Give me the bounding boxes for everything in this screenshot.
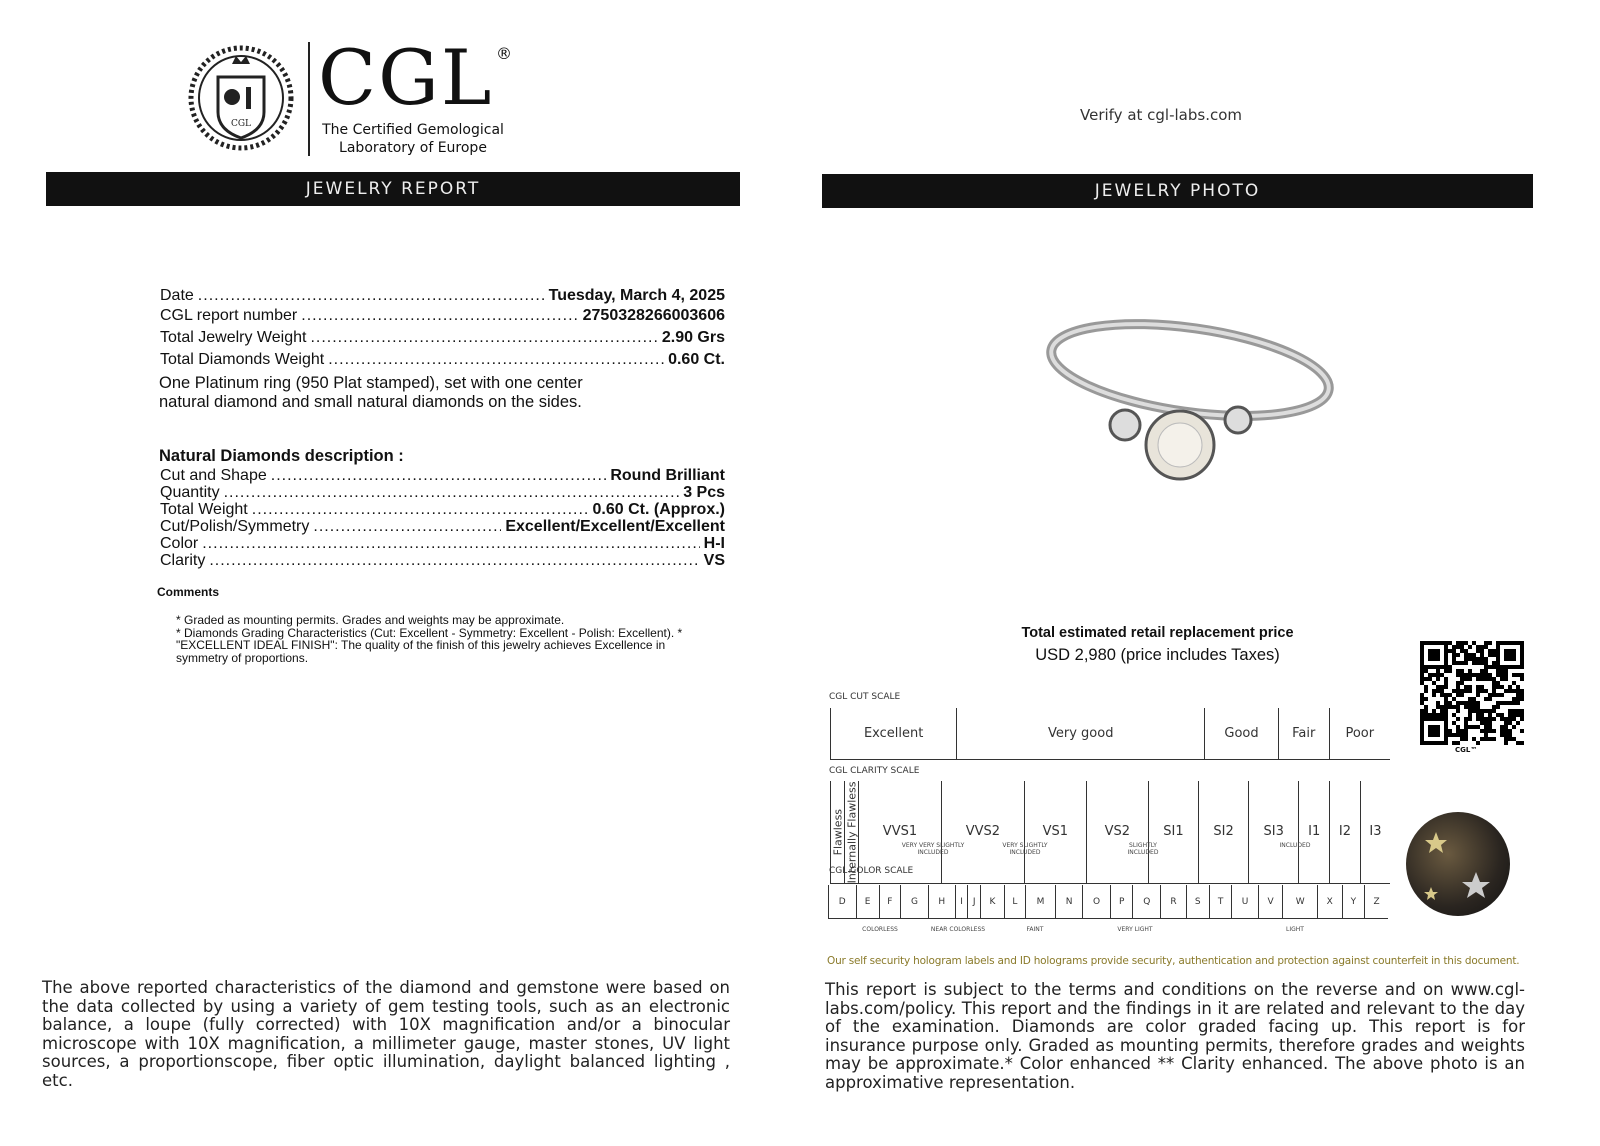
clarity-grade: VS1 xyxy=(1024,781,1086,883)
color-grade: Z xyxy=(1365,885,1388,919)
clarity-grade: SI3 xyxy=(1249,781,1299,883)
svg-text:CGL: CGL xyxy=(230,119,252,129)
jewelry-description xyxy=(159,374,583,412)
field-label: Total Jewelry Weight xyxy=(160,329,307,346)
clarity-group-label: VERY VERY SLIGHTLY INCLUDED xyxy=(901,842,965,856)
clarity-scale xyxy=(830,781,1390,884)
dot-leader xyxy=(202,535,699,553)
cut-grade: Good xyxy=(1205,708,1279,760)
logo-divider xyxy=(308,42,310,156)
registered-mark: ® xyxy=(496,44,512,63)
dot-leader xyxy=(328,351,664,369)
color-grade: Y xyxy=(1342,885,1365,919)
color-grade: H xyxy=(928,885,955,919)
color-grade: T xyxy=(1209,885,1232,919)
description-line: natural diamond and small natural diamonds on the sides. xyxy=(159,393,582,411)
field-row xyxy=(160,287,725,305)
field-label: Color xyxy=(160,535,199,552)
clarity-grade: SI1 xyxy=(1148,781,1198,883)
qr-label: CGL™ xyxy=(1455,746,1478,754)
color-group-label: LIGHT xyxy=(1286,926,1304,933)
color-grade: L xyxy=(1004,885,1025,919)
field-value: 2750328266003606 xyxy=(582,307,725,324)
field-row xyxy=(160,535,725,553)
cut-grade: Very good xyxy=(957,708,1205,760)
methodology-footer: The above reported characteristics of the diamond and gemstone were based on the data collected by using a variety of gem testing tools, such as an electronic balance, a loupe (fully corrected) with 10X magnification and/or a binocular microscope with 10X magnification, a millimeter gauge, master stones, UV light sources, a proportionscope, fiber optic illumination, daylight balanced lighting , etc. xyxy=(42,978,730,1090)
field-row xyxy=(160,518,725,536)
clarity-group-label: INCLUDED xyxy=(1279,842,1311,849)
clarity-grade: VS2 xyxy=(1086,781,1148,883)
report-page xyxy=(0,0,790,1146)
photo-page xyxy=(800,0,1600,1146)
dot-leader xyxy=(271,467,607,485)
clarity-grade: Flawless xyxy=(831,781,845,883)
cut-grade: Fair xyxy=(1278,708,1329,760)
color-grade: O xyxy=(1082,885,1110,919)
verify-link[interactable]: Verify at cgl-labs.com xyxy=(1080,106,1243,124)
dot-leader xyxy=(198,287,545,305)
hologram-stars-icon xyxy=(1406,812,1510,916)
field-row xyxy=(160,552,725,570)
field-label: Quantity xyxy=(160,484,220,501)
jewelry-report-band xyxy=(46,172,740,206)
clarity-group-label: SLIGHTLY INCLUDED xyxy=(1127,842,1159,856)
terms-footer: This report is subject to the terms and conditions on the reverse and on www.cgl-labs.com/policy. This report and the findings in it are related and relevant to the day of the examination. Diamonds are color graded facing up. This report is for insurance purpose only. Graded as mounting permits, therefore grades and weights may be approximate.* Color enhanced ** Clarity enhanced. The above photo is an approximative representation. xyxy=(825,980,1525,1092)
color-scale-title: CGL COLOR SCALE xyxy=(829,866,914,876)
color-grade: E xyxy=(856,885,879,919)
color-grade: N xyxy=(1056,885,1083,919)
price-label: Total estimated retail replacement price xyxy=(1021,625,1294,641)
comments-text: * Graded as mounting permits. Grades and weights may be approximate. * Diamonds Grading Characteristics (Cut: Excellent - Symmetry: Excellent - Polish: Excellent). * "EXCELLENT IDEAL FINISH": The quality of the finish of this jewelry achieves Excellence in symmetry of proportions. xyxy=(176,613,683,665)
color-grade: K xyxy=(981,885,1005,919)
color-grade: M xyxy=(1025,885,1055,919)
clarity-grade: I2 xyxy=(1330,781,1361,883)
field-label: Clarity xyxy=(160,552,206,569)
description-line: One Platinum ring (950 Plat stamped), set with one center xyxy=(159,374,583,392)
cut-scale-title: CGL CUT SCALE xyxy=(829,692,901,702)
color-group-label: COLORLESS xyxy=(862,926,898,933)
field-label: Cut/Polish/Symmetry xyxy=(160,518,310,535)
color-scale xyxy=(828,885,1388,919)
field-value: 0.60 Ct. (Approx.) xyxy=(592,501,725,518)
diamonds-header: Natural Diamonds description : xyxy=(159,447,404,465)
field-label: Total Diamonds Weight xyxy=(160,351,325,368)
color-group-label: FAINT xyxy=(1026,926,1044,933)
dot-leader xyxy=(209,552,699,570)
qr-code[interactable] xyxy=(1420,641,1524,745)
field-label: CGL report number xyxy=(160,307,298,324)
price-value: USD 2,980 (price includes Taxes) xyxy=(1035,646,1280,664)
field-value: Round Brilliant xyxy=(610,467,725,484)
clarity-grade: VVS1 xyxy=(859,781,942,883)
color-grade: V xyxy=(1258,885,1283,919)
clarity-group-label: VERY SLIGHTLY INCLUDED xyxy=(1002,842,1048,856)
ring-photo xyxy=(1040,300,1340,500)
color-grade: U xyxy=(1232,885,1258,919)
color-grade: D xyxy=(829,885,857,919)
field-value: H-I xyxy=(703,535,725,552)
color-grade: Q xyxy=(1133,885,1161,919)
color-grade: F xyxy=(879,885,900,919)
cgl-seal-logo xyxy=(188,42,294,152)
color-grade: S xyxy=(1186,885,1209,919)
cgl-wordmark: CGL xyxy=(318,33,494,122)
color-grade: I xyxy=(955,885,968,919)
dot-leader xyxy=(301,307,578,325)
field-row xyxy=(160,351,725,369)
hologram-note: Our self security hologram labels and ID holograms provide security, authentication and protection against counterfeit in this document. xyxy=(827,955,1520,967)
subtitle-line: Laboratory of Europe xyxy=(339,140,487,156)
color-grade: X xyxy=(1317,885,1342,919)
color-grade: J xyxy=(968,885,981,919)
cut-scale xyxy=(830,708,1390,760)
color-grade: P xyxy=(1111,885,1133,919)
clarity-grade: I3 xyxy=(1360,781,1390,883)
dot-leader xyxy=(310,329,657,347)
field-value: 2.90 Grs xyxy=(661,329,725,346)
color-grade: G xyxy=(901,885,929,919)
color-grade: R xyxy=(1161,885,1186,919)
clarity-scale-title: CGL CLARITY SCALE xyxy=(829,766,920,776)
subtitle-line: The Certified Gemological xyxy=(322,122,504,138)
cut-grade: Poor xyxy=(1329,708,1390,760)
field-row xyxy=(160,329,725,347)
field-value: VS xyxy=(703,552,725,569)
dot-leader xyxy=(252,501,589,519)
clarity-grade: VVS2 xyxy=(941,781,1024,883)
field-label: Date xyxy=(160,287,194,304)
band-title: JEWELRY PHOTO xyxy=(1094,181,1261,201)
field-value: 0.60 Ct. xyxy=(668,351,725,368)
lab-subtitle xyxy=(318,121,508,157)
field-label: Cut and Shape xyxy=(160,467,267,484)
clarity-grade: Internally Flawless xyxy=(845,781,858,884)
jewelry-photo-band xyxy=(822,174,1533,208)
field-value: Excellent/Excellent/Excellent xyxy=(505,518,725,535)
field-row xyxy=(160,467,725,485)
field-value: 3 Pcs xyxy=(683,484,725,501)
field-row xyxy=(160,501,725,519)
field-row xyxy=(160,307,725,325)
cut-grade: Excellent xyxy=(831,708,957,760)
clarity-grade: I1 xyxy=(1299,781,1330,883)
comments-header: Comments xyxy=(157,585,220,599)
field-label: Total Weight xyxy=(160,501,248,518)
clarity-grade: SI2 xyxy=(1199,781,1249,883)
field-value: Tuesday, March 4, 2025 xyxy=(548,287,725,304)
field-row xyxy=(160,484,725,502)
dot-leader xyxy=(313,518,501,536)
dot-leader xyxy=(224,484,680,502)
security-hologram xyxy=(1406,812,1510,916)
color-group-label: NEAR COLORLESS xyxy=(930,926,986,933)
band-title: JEWELRY REPORT xyxy=(305,179,481,199)
color-grade: W xyxy=(1283,885,1317,919)
color-group-label: VERY LIGHT xyxy=(1117,926,1153,933)
